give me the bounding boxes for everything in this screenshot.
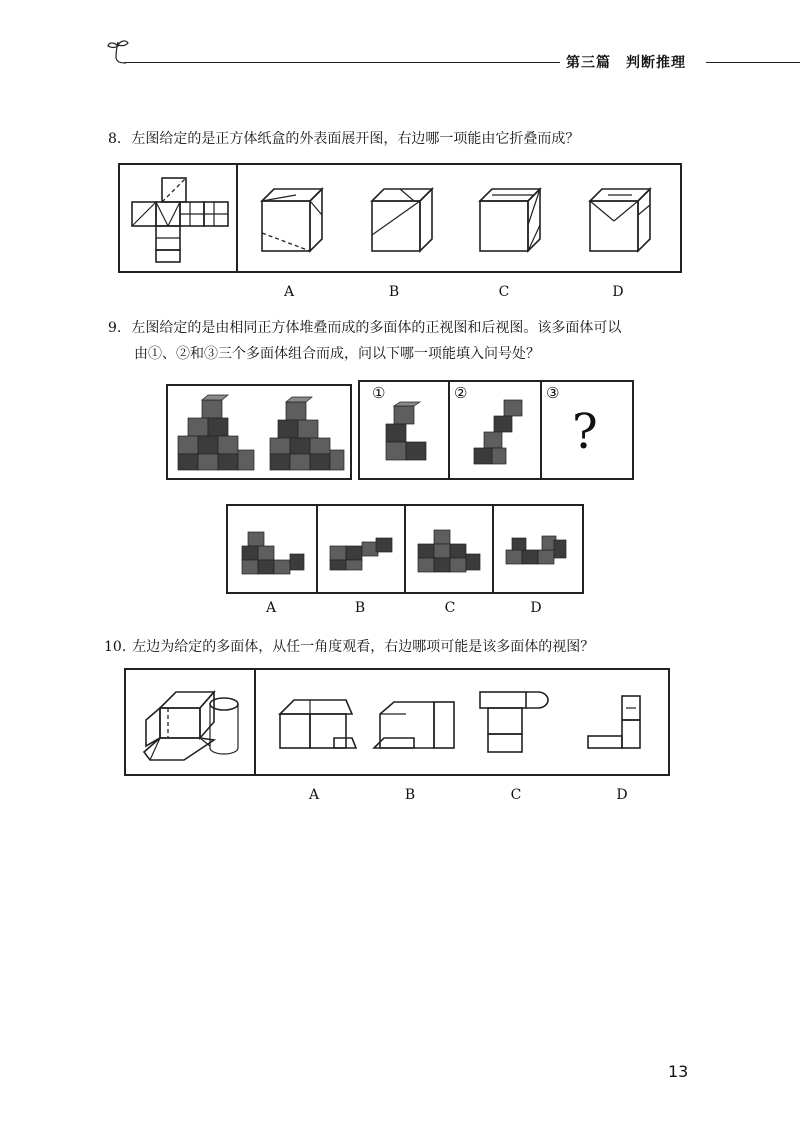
option-c-view[interactable] [476,688,556,758]
option-d-polycube[interactable] [502,532,574,572]
question-line: 由①、②和③三个多面体组合而成，问以下哪一项能填入问号处？ [134,346,540,362]
back-view-polycube [264,394,348,474]
question-line: 左图给定的是由相同正方体堆叠而成的多面体的正视图和后视图。该多面体可以 [131,320,622,336]
question-10-option-a-label[interactable]: A [308,787,320,803]
question-9-options-panel [226,504,584,594]
question-number: 9. [108,320,122,336]
cube-stack [270,397,344,470]
question-8-text [108,127,579,151]
cube-net-diagram [126,175,232,265]
page-number: 13 [668,1062,689,1081]
figure-divider [316,506,318,592]
question-10-option-d-label[interactable]: D [616,787,628,803]
figure-divider [492,506,494,592]
cube-stack [178,395,254,470]
option-b-cube[interactable] [370,185,440,255]
question-line: 左图给定的是正方体纸盒的外表面展开图，右边哪一项能由它折叠而成？ [131,131,580,147]
question-9-option-d-label[interactable]: D [530,600,542,616]
question-number: 10. [104,639,127,655]
option-d-cube[interactable] [588,185,658,255]
question-10-figure [124,668,670,776]
option-c-cube[interactable] [478,185,548,255]
header-rule-right [706,62,800,63]
question-9-option-b-label[interactable]: B [354,600,366,616]
option-a-view[interactable] [274,698,364,754]
polyhedron-diagram [140,680,250,768]
question-9-text-line-2 [134,342,540,366]
question-9-option-c-label[interactable]: C [444,600,456,616]
option-b-polycube[interactable] [326,532,398,572]
front-view-polycube [174,394,258,474]
component-1-polycube [378,402,438,472]
section-title: 第三篇 判断推理 [566,55,686,71]
option-c-polycube[interactable] [414,528,486,576]
component-3-label: ③ [546,384,560,402]
option-a-cube[interactable] [260,185,330,255]
question-line: 左边为给定的多面体，从任一角度观看，右边哪项可能是该多面体的视图？ [132,639,595,655]
question-8-option-c-label[interactable]: C [498,284,510,300]
option-b-view[interactable] [370,698,460,754]
question-mark: ? [572,404,598,460]
figure-divider [540,382,542,478]
figure-divider [236,165,238,271]
figure-divider [254,670,256,774]
question-10-option-c-label[interactable]: C [510,787,522,803]
question-9-components-panel [358,380,634,480]
question-10-option-b-label[interactable]: B [404,787,416,803]
component-1-label: ① [372,384,386,402]
figure-divider [448,382,450,478]
question-10-text [104,635,594,659]
question-9-views-panel [166,384,352,480]
option-a-polycube[interactable] [238,530,310,576]
header-rule-left [124,62,560,63]
question-8-figure [118,163,682,273]
question-9-text-line-1 [108,316,621,340]
component-2-polycube [466,398,532,474]
question-8-option-b-label[interactable]: B [388,284,400,300]
question-9-option-a-label[interactable]: A [265,600,277,616]
component-2-label: ② [454,384,468,402]
question-8-option-d-label[interactable]: D [612,284,624,300]
figure-divider [404,506,406,592]
question-8-option-a-label[interactable]: A [283,284,295,300]
option-d-view[interactable] [580,692,650,756]
question-number: 8. [108,131,122,147]
